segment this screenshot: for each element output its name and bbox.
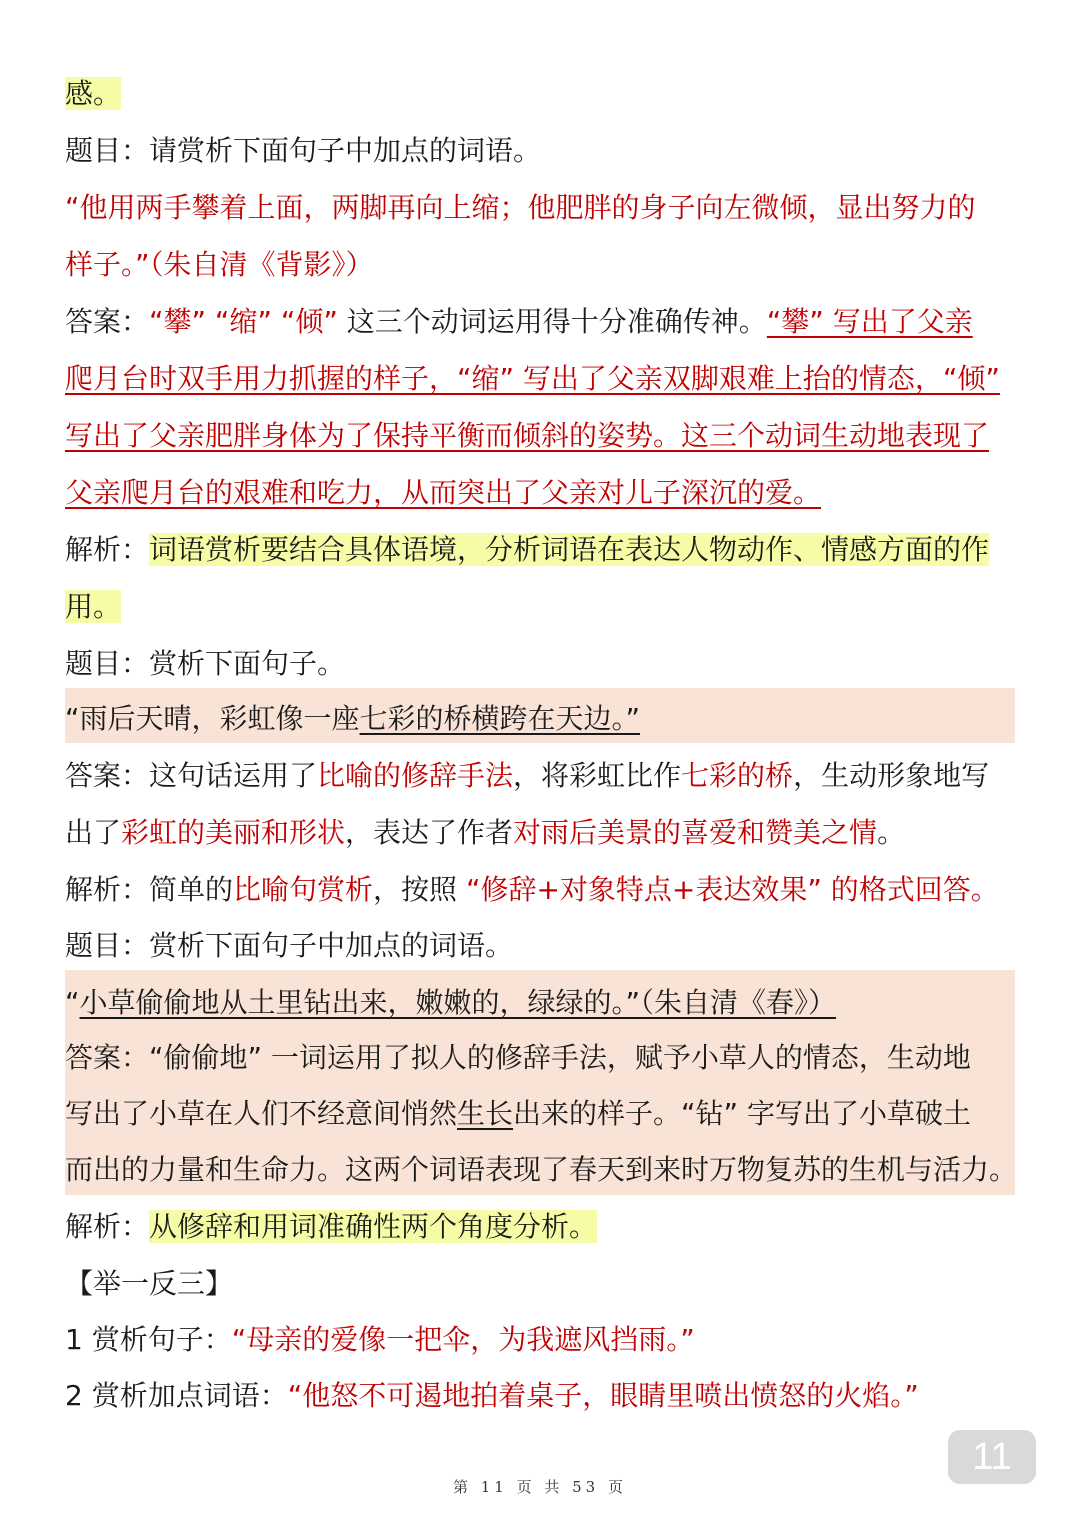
answer-line: 答案：这句话运用了比喻的修辞手法，将彩虹比作七彩的桥，生动形象地写 <box>65 759 990 792</box>
answer-line: 写出了父亲肥胖身体为了保持平衡而倾斜的姿势。这三个动词生动地表现了 <box>65 419 990 452</box>
question-line: 题目：赏析下面句子。 <box>65 647 346 680</box>
highlighted-text: 感。 <box>65 77 122 110</box>
question-line: 题目：请赏析下面句子中加点的词语。 <box>65 134 542 167</box>
quote-line: “小草偷偷地从土里钻出来，嫩嫩的，绿绿的。”（朱自清《春》） <box>65 986 837 1019</box>
quote-line: “雨后天晴，彩虹像一座七彩的桥横跨在天边。” <box>65 702 641 735</box>
question-line: 题目：赏析下面句子中加点的词语。 <box>65 929 514 962</box>
answer-line: 答案：“偷偷地” 一词运用了拟人的修辞手法，赋予小草人的情态，生动地 <box>65 1041 971 1074</box>
analysis-line: 解析：词语赏析要结合具体语境，分析词语在表达人物动作、情感方面的作 <box>65 533 990 566</box>
exercise-line: 1 赏析句子：“母亲的爱像一把伞，为我遮风挡雨。” <box>65 1323 695 1356</box>
highlighted-text: 用。 <box>65 590 122 623</box>
answer-line: 父亲爬月台的艰难和吃力，从而突出了父亲对儿子深沉的爱。 <box>65 476 822 509</box>
page-footer: 第 11 页 共 53 页 <box>452 1478 627 1496</box>
section-heading: 【举一反三】 <box>65 1267 234 1300</box>
quote-line: “他用两手攀着上面，两脚再向上缩；他肥胖的身子向左微倾，显出努力的 <box>65 191 976 224</box>
text-line <box>65 66 121 122</box>
exercise-line: 2 赏析加点词语：“他怒不可遏地拍着桌子，眼睛里喷出愤怒的火焰。” <box>65 1379 919 1412</box>
analysis-line: 解析：简单的比喻句赏析，按照 “修辞+对象特点+表达效果” 的格式回答。 <box>65 873 999 906</box>
answer-line: 答案：“攀” “缩” “倾” 这三个动词运用得十分准确传神。“攀” 写出了父亲 <box>65 305 973 338</box>
highlighted-text: 从修辞和用词准确性两个角度分析。 <box>149 1210 598 1243</box>
highlighted-text: 词语赏析要结合具体语境，分析词语在表达人物动作、情感方面的作 <box>149 533 990 566</box>
analysis-line: 解析：从修辞和用词准确性两个角度分析。 <box>65 1210 598 1243</box>
answer-line: 写出了小草在人们不经意间悄然生长出来的样子。“钻” 字写出了小草破土 <box>65 1097 971 1130</box>
answer-line: 而出的力量和生命力。这两个词语表现了春天到来时万物复苏的生机与活力。 <box>65 1153 1018 1186</box>
answer-line: 出了彩虹的美丽和形状，表达了作者对雨后美景的喜爱和赞美之情。 <box>65 816 906 849</box>
quote-line: 样子。”（朱自清《背影》） <box>65 248 374 281</box>
analysis-line <box>65 579 121 635</box>
answer-line: 爬月台时双手用力抓握的样子，“缩” 写出了父亲双脚艰难上抬的情态，“倾” <box>65 362 1000 395</box>
page-number-badge: 11 <box>948 1430 1036 1484</box>
